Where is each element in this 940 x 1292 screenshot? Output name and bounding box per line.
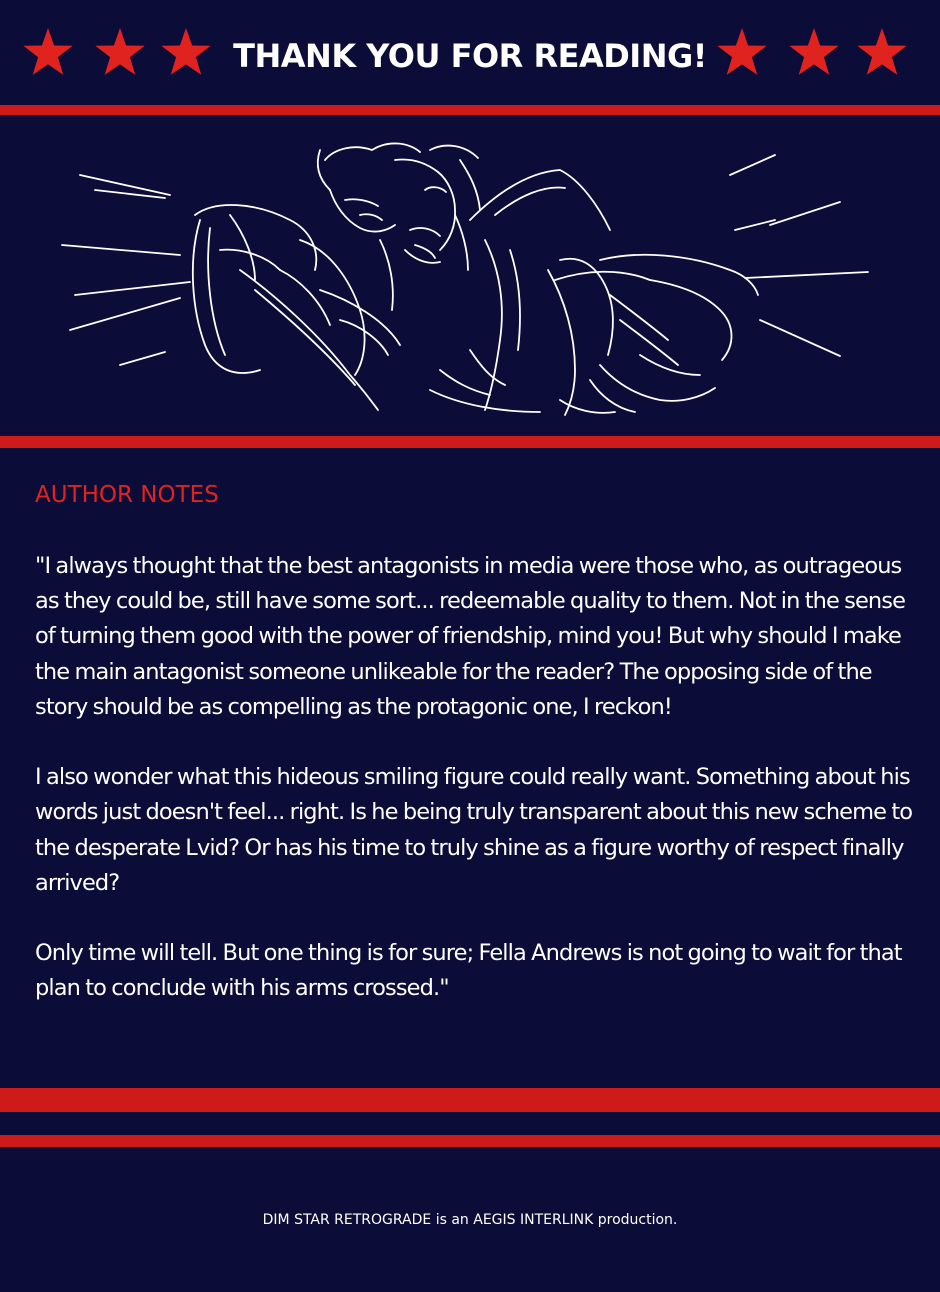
star-icon [716, 27, 768, 79]
star-icon [788, 27, 840, 79]
header-banner [0, 0, 940, 105]
author-notes-body [35, 549, 915, 1042]
page-title: THANK YOU FOR READING! [233, 37, 707, 75]
top-divider-stripe [0, 105, 940, 115]
author-notes-paragraph: Only time will tell. But one thing is for sure; Fella Andrews is not going to wait for that plan to conclude with his arms crossed." [35, 940, 902, 1002]
line-art-illustration [0, 120, 940, 435]
author-notes-heading: AUTHOR NOTES [35, 482, 219, 508]
star-icon [856, 27, 908, 79]
bottom-stripe-thick [0, 1088, 940, 1112]
footer-credit: DIM STAR RETROGRADE is an AEGIS INTERLINK production. [262, 1212, 678, 1228]
author-notes-paragraph: I also wonder what this hideous smiling figure could really want. Something about his words just doesn't feel... right. Is he being truly transparent about this new scheme to the desperate Lvid? Or has his time to truly shine as a figure worthy of respect finally arrived? [35, 764, 913, 896]
bottom-stripe-thin [0, 1135, 940, 1147]
middle-divider-stripe [0, 436, 940, 448]
author-notes-paragraph: "I always thought that the best antagonists in media were those who, as outrageous as they could be, still have some sort... redeemable quality to them. Not in the sense of turning them good with the power of friendship, mind you! But why should I make the main antagonist someone unlikeable for the reader? The opposing side of the story should be as compelling as the protagonic one, I reckon! [35, 553, 906, 720]
